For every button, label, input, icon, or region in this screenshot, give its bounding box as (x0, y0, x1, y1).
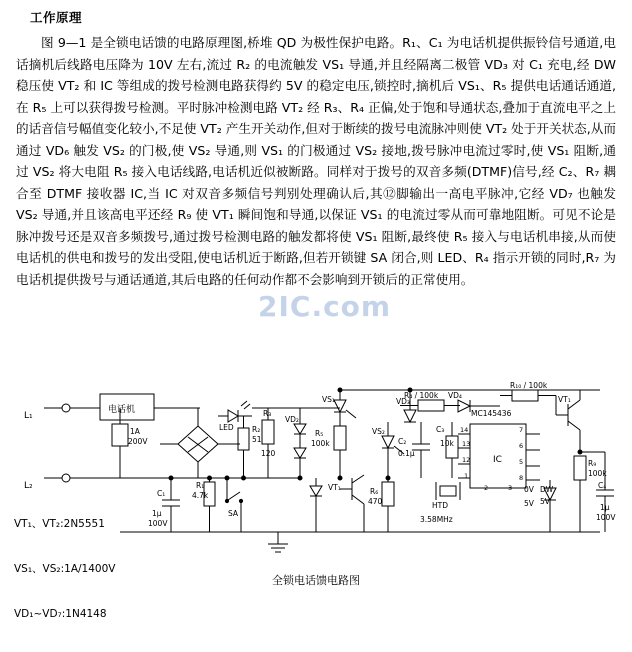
label-c3: C₃ (436, 425, 445, 434)
label-r1: R₁ (196, 481, 205, 490)
label-pin6: 6 (519, 442, 524, 450)
label-pin7: 7 (519, 426, 524, 434)
vd2-symbol (294, 448, 306, 458)
label-ic: IC (493, 455, 502, 465)
label-led: LED (219, 423, 234, 432)
figure-caption: 全锁电话馈电路图 (272, 574, 360, 587)
vs2-symbol (382, 436, 394, 448)
label-htd: HTD (432, 501, 448, 510)
crystal-body (440, 486, 456, 496)
r9-body (574, 456, 586, 480)
label-c2: C₂ (398, 437, 407, 446)
r2-body (238, 428, 249, 450)
circuit-schematic (0, 382, 632, 572)
label-pin2: 2 (484, 484, 489, 492)
label-r3-value: 120 (261, 449, 276, 458)
vs1-symbol (334, 400, 346, 412)
label-c4-voltage: 100V (596, 513, 616, 522)
label-r10: R₁₀ / 100k (510, 382, 548, 390)
label-phone-box: 电话机 (108, 405, 136, 415)
vd6-symbol (404, 410, 416, 422)
legend-line: VS₁、VS₂:1A/1400V (14, 563, 116, 575)
label-ic-part: MC145436 (471, 409, 512, 418)
page-title: 工作原理 (30, 10, 83, 25)
label-vs2: VS₂ (372, 427, 385, 436)
legend-line: VT₁、VT₂:2N5551 (14, 518, 105, 530)
legend-line: VD₁~VD₇:1N4148 (14, 608, 107, 620)
r6-body (382, 482, 394, 506)
label-pin4: 8 (519, 474, 524, 482)
label-r2-value: 51 (252, 435, 262, 444)
label-r6: R₆ (370, 487, 379, 496)
label-l1: L₁ (24, 411, 33, 421)
label-r8-value: 10k (440, 439, 454, 448)
label-fuse-voltage: 200V (128, 437, 148, 446)
r3-body (262, 420, 274, 444)
terminal-l1-node (62, 404, 70, 412)
label-pin13: 13 (462, 440, 471, 448)
label-r5-value: 100k (311, 439, 330, 448)
label-r5: R₅ (315, 429, 324, 438)
label-r9-value: 100k (588, 469, 607, 478)
label-vd2: VD₂ (285, 415, 299, 424)
label-r2: R₂ (252, 425, 261, 434)
label-c2-value: 0.1μ (398, 449, 415, 458)
label-c4: C₄ (598, 481, 607, 490)
watermark: 2IC.com (258, 290, 392, 323)
label-vt1: VT₁ (328, 483, 341, 492)
r10-body (512, 390, 538, 401)
label-r4: R₄ / 100k (404, 391, 439, 400)
label-l2: L₂ (24, 481, 33, 491)
label-vt2: VT₁ (558, 395, 571, 404)
label-c4-value: 1μ (600, 503, 610, 512)
label-pin14: 14 (460, 426, 469, 434)
label-c1: C₁ (157, 489, 166, 498)
terminal-l2-node (62, 474, 70, 482)
label-r1-value: 4.7k (192, 491, 209, 500)
label-v5: 5V (524, 499, 534, 508)
label-v0: 0V (524, 485, 534, 494)
label-r6-value: 470 (368, 497, 383, 506)
label-fuse-current: 1A (130, 427, 140, 436)
label-c1-value: 1μ (152, 509, 162, 518)
label-pin12: 12 (462, 456, 471, 464)
label-vd3: VD₃ (396, 397, 410, 406)
r4-body (418, 400, 444, 411)
label-vs1: VS₁ (322, 395, 335, 404)
label-pin3: 3 (508, 484, 513, 492)
body-paragraph: 图 9—1 是全锁电话馈的电路原理图,桥堆 QD 为极性保护电路。R₁、C₁ 为电话机提供振铃信号通道,电话摘机后线路电压降为 10V 左右,流过 R₂ 的电流触发 VS₁ 导通,并且经隔离二极管 VD₃ 对 C₁ 充电,经 DW 稳压使 VT₂ 和 IC 等组成的拨号检测电路获得约 5V 的稳定电压,锁控时,摘机后 VS₁、R₅ 提供电话通话通道,在 R₅ 上可以获得拨号检测。平时脉冲检测电路 VT₂ 经 R₃、R₄ 正偏,处于饱和导通状态,叠加于直流电平之上的话音信号幅值变化较小,不足使 VT₂ 产生开关动作,但对于断续的拨号电流脉冲则使 VT₂ 处于开关状态,从而通过 VD₆ 触发 VS₂ 的门极,使 VS₂ 导通,则 VS₁ 的门极通过 VS₂ 接地,拨号脉冲电流过零时,使 VS₁ 阻断,通过 VS₂ 将大电阻 R₅ 接入电话线路,电话机近似被断路。同样对于拨号的双音多频(DTMF)信号,经 C₂、R₇ 耦合至 DTMF 接收器 IC,当 IC 对双音多频信号判别处理确认后,其⑫脚输出一高电平脉冲,它经 VD₇ 也触发 VS₂ 导通,并且该高电平还经 R₉ 使 VT₁ 瞬间饱和导通,以保证 VS₁ 的电流过零从而可靠地阻断。可见不论是脉冲拨号还是双音多频拨号,通过拨号检测电路的触发都将使 VS₁ 阻断,最终使 R₅ 接入与电话机串接,从而使电话机的供电和拨号的发出受阻,使电话机近于断路,但若开锁键 SA 闭合,则 LED、R₄ 指示开锁的同时,R₇ 为电话机提供拨号与通话通道,其后电路的任何动作都不会影响到开锁后的正常使用。 (16, 35, 617, 287)
fuse-body (112, 424, 128, 446)
label-vd4: VD₄ (448, 391, 462, 400)
led-symbol (228, 410, 238, 422)
label-pin5: 5 (519, 458, 524, 466)
label-pin1: 1 (464, 472, 469, 480)
vd1-symbol (294, 424, 306, 434)
label-r9: R₉ (588, 459, 597, 468)
label-xtal: 3.58MHz (420, 515, 453, 524)
label-dw: DW (540, 485, 554, 494)
r5-body (334, 426, 346, 450)
label-c1-voltage: 100V (148, 519, 168, 528)
vd5-symbol (310, 486, 322, 496)
label-sa: SA (228, 509, 239, 518)
label-dw-value: 5V (540, 497, 550, 506)
label-r3: R₃ (263, 409, 272, 418)
